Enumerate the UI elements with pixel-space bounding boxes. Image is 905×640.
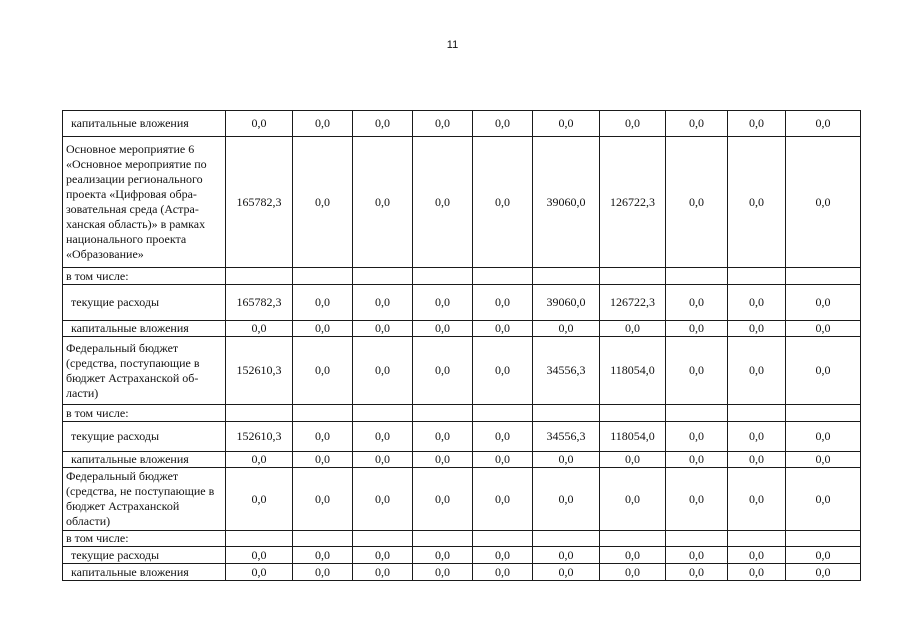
value-cell: 0,0 (413, 547, 473, 564)
value-cell: 0,0 (473, 564, 533, 581)
value-cell: 0,0 (353, 285, 413, 321)
value-cell (473, 268, 533, 285)
value-cell: 0,0 (413, 337, 473, 405)
value-cell: 0,0 (728, 564, 786, 581)
value-cell: 0,0 (728, 137, 786, 268)
value-cell: 0,0 (728, 468, 786, 531)
table-row (63, 285, 861, 321)
value-cell: 0,0 (226, 452, 293, 468)
table-row (63, 547, 861, 564)
value-cell: 0,0 (473, 422, 533, 452)
value-cell: 152610,3 (226, 422, 293, 452)
row-label: в том числе: (63, 531, 226, 547)
value-cell (786, 268, 861, 285)
value-cell: 0,0 (728, 321, 786, 337)
page-number: 11 (446, 39, 459, 51)
value-cell (293, 531, 353, 547)
value-cell: 0,0 (786, 564, 861, 581)
value-cell (600, 531, 666, 547)
value-cell: 0,0 (666, 111, 728, 137)
value-cell: 0,0 (728, 547, 786, 564)
value-cell: 0,0 (600, 111, 666, 137)
row-label: Федеральный бюджет (средства, не поступающие в бюджет Астраханской области) (63, 468, 226, 531)
value-cell: 0,0 (353, 452, 413, 468)
value-cell: 34556,3 (533, 337, 600, 405)
value-cell: 126722,3 (600, 285, 666, 321)
value-cell: 0,0 (293, 452, 353, 468)
row-label: капитальные вложения (63, 452, 226, 468)
table-row (63, 337, 861, 405)
value-cell: 118054,0 (600, 337, 666, 405)
value-cell: 0,0 (666, 564, 728, 581)
value-cell: 0,0 (666, 137, 728, 268)
value-cell (533, 531, 600, 547)
value-cell: 0,0 (226, 564, 293, 581)
value-cell: 0,0 (413, 422, 473, 452)
row-label: в том числе: (63, 405, 226, 422)
value-cell: 0,0 (786, 137, 861, 268)
value-cell: 0,0 (226, 468, 293, 531)
value-cell: 152610,3 (226, 337, 293, 405)
value-cell: 0,0 (786, 468, 861, 531)
value-cell: 34556,3 (533, 422, 600, 452)
value-cell: 0,0 (473, 452, 533, 468)
value-cell: 126722,3 (600, 137, 666, 268)
value-cell: 0,0 (533, 111, 600, 137)
value-cell: 0,0 (293, 547, 353, 564)
table-row (63, 137, 861, 268)
table-row (63, 422, 861, 452)
value-cell: 0,0 (293, 321, 353, 337)
value-cell: 0,0 (473, 468, 533, 531)
row-label: капитальные вложения (63, 564, 226, 581)
value-cell: 0,0 (226, 321, 293, 337)
value-cell: 0,0 (353, 111, 413, 137)
value-cell: 0,0 (353, 564, 413, 581)
value-cell: 0,0 (413, 468, 473, 531)
value-cell: 39060,0 (533, 285, 600, 321)
value-cell (413, 268, 473, 285)
row-label: текущие расходы (63, 285, 226, 321)
value-cell (353, 268, 413, 285)
value-cell: 0,0 (786, 337, 861, 405)
value-cell: 0,0 (600, 468, 666, 531)
value-cell: 0,0 (533, 321, 600, 337)
value-cell: 0,0 (353, 137, 413, 268)
value-cell: 0,0 (666, 285, 728, 321)
value-cell: 0,0 (473, 137, 533, 268)
value-cell: 0,0 (353, 321, 413, 337)
value-cell (473, 405, 533, 422)
value-cell (600, 268, 666, 285)
value-cell (413, 405, 473, 422)
value-cell (666, 268, 728, 285)
budget-table (62, 110, 861, 581)
value-cell: 0,0 (666, 337, 728, 405)
value-cell: 0,0 (666, 468, 728, 531)
value-cell (728, 531, 786, 547)
value-cell: 0,0 (293, 337, 353, 405)
value-cell: 0,0 (413, 321, 473, 337)
value-cell (533, 405, 600, 422)
row-label: капитальные вложения (63, 111, 226, 137)
value-cell: 0,0 (600, 547, 666, 564)
value-cell: 0,0 (533, 468, 600, 531)
value-cell: 0,0 (786, 422, 861, 452)
value-cell: 0,0 (728, 452, 786, 468)
value-cell: 0,0 (293, 422, 353, 452)
value-cell: 0,0 (353, 337, 413, 405)
value-cell: 0,0 (786, 321, 861, 337)
value-cell: 39060,0 (533, 137, 600, 268)
value-cell (533, 268, 600, 285)
value-cell (666, 531, 728, 547)
value-cell: 0,0 (473, 547, 533, 564)
value-cell: 0,0 (226, 111, 293, 137)
table-row (63, 405, 861, 422)
row-label: в том числе: (63, 268, 226, 285)
table-row (63, 111, 861, 137)
value-cell: 0,0 (353, 468, 413, 531)
value-cell: 0,0 (786, 285, 861, 321)
row-label: текущие расходы (63, 422, 226, 452)
value-cell: 0,0 (533, 547, 600, 564)
value-cell (226, 531, 293, 547)
value-cell: 0,0 (786, 111, 861, 137)
table-row (63, 452, 861, 468)
value-cell: 0,0 (353, 422, 413, 452)
value-cell: 0,0 (666, 321, 728, 337)
value-cell (600, 405, 666, 422)
value-cell: 0,0 (728, 337, 786, 405)
value-cell: 0,0 (293, 468, 353, 531)
value-cell: 0,0 (473, 337, 533, 405)
value-cell: 0,0 (786, 547, 861, 564)
value-cell (786, 531, 861, 547)
value-cell: 0,0 (728, 111, 786, 137)
row-label: текущие расходы (63, 547, 226, 564)
value-cell: 0,0 (600, 564, 666, 581)
value-cell: 0,0 (413, 452, 473, 468)
value-cell: 0,0 (786, 452, 861, 468)
table-row (63, 268, 861, 285)
value-cell (473, 531, 533, 547)
value-cell: 0,0 (413, 564, 473, 581)
value-cell (293, 268, 353, 285)
value-cell: 0,0 (533, 564, 600, 581)
value-cell: 0,0 (353, 547, 413, 564)
value-cell: 165782,3 (226, 285, 293, 321)
value-cell (293, 405, 353, 422)
value-cell: 0,0 (666, 547, 728, 564)
value-cell: 0,0 (293, 111, 353, 137)
value-cell (413, 531, 473, 547)
row-label: Федеральный бюджет (средства, поступающие в бюджет Астраханской об-ласти) (63, 337, 226, 405)
table-row (63, 468, 861, 531)
table-row (63, 531, 861, 547)
row-label: Основное мероприятие 6 «Основное мероприятие по реализации регионального проекта «Цифровая обра-зовательная среда (Астра-ханская область)» в рамках национального проекта «Образование» (63, 137, 226, 268)
value-cell: 0,0 (600, 452, 666, 468)
value-cell: 0,0 (473, 285, 533, 321)
value-cell: 0,0 (666, 452, 728, 468)
value-cell: 0,0 (293, 137, 353, 268)
value-cell (353, 531, 413, 547)
value-cell: 0,0 (293, 285, 353, 321)
value-cell: 0,0 (293, 564, 353, 581)
value-cell: 118054,0 (600, 422, 666, 452)
value-cell: 0,0 (473, 321, 533, 337)
value-cell: 165782,3 (226, 137, 293, 268)
value-cell: 0,0 (728, 422, 786, 452)
value-cell: 0,0 (666, 422, 728, 452)
value-cell: 0,0 (728, 285, 786, 321)
table-row (63, 564, 861, 581)
value-cell (728, 268, 786, 285)
row-label: капитальные вложения (63, 321, 226, 337)
value-cell (666, 405, 728, 422)
value-cell: 0,0 (413, 137, 473, 268)
table-row (63, 321, 861, 337)
value-cell (786, 405, 861, 422)
value-cell: 0,0 (600, 321, 666, 337)
value-cell (226, 268, 293, 285)
value-cell: 0,0 (413, 111, 473, 137)
value-cell: 0,0 (413, 285, 473, 321)
value-cell: 0,0 (533, 452, 600, 468)
value-cell: 0,0 (473, 111, 533, 137)
value-cell: 0,0 (226, 547, 293, 564)
value-cell (353, 405, 413, 422)
value-cell (728, 405, 786, 422)
value-cell (226, 405, 293, 422)
